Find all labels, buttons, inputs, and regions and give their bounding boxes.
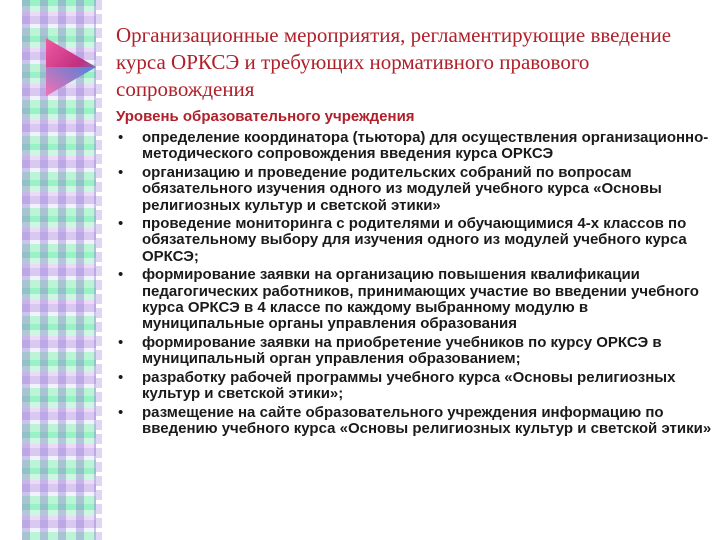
bullet-marker: • [118,266,124,284]
triangle-arrow-icon [42,36,98,98]
bullet-marker: • [118,333,124,351]
list-item-text: проведение мониторинга с родителями и обучающимися 4-х классов по обязательному выбору для изучения одного из модулей учебного курса ОРКСЭ; [142,215,687,265]
list-item [116,267,712,333]
list-item-text: формирование заявки на организацию повышения квалификации педагогических работников, принимающих участие во введении учебного курса ОРКСЭ в 4 классе по каждому выбранному модулю в муниципальные органы управления образования [142,266,699,333]
bullet-marker: • [118,403,124,421]
bullet-marker: • [118,215,124,233]
list-item-text: размещение на сайте образовательного учреждения информацию по введению учебного курса «Основы религиозных культур и светской этики» [142,403,712,437]
slide-title: Организационные мероприятия, регламентирующие введение курса ОРКСЭ и требующих нормативного правового сопровождения [116,23,672,101]
list-item-text: формирование заявки на приобретение учебников по курсу ОРКСЭ в муниципальный орган управления образованием; [142,333,662,368]
bullet-marker: • [118,129,124,146]
list-item [116,405,712,438]
list-item-text: организацию и проведение родительских собраний по вопросам обязательного изучения одного из модулей учебного курса «Основы религиозных культур и светской этики» [142,163,662,214]
bullet-marker: • [118,163,124,181]
bullet-marker: • [118,368,124,386]
bullet-list [116,130,712,439]
list-item-text: разработку рабочей программы учебного курса «Основы религиозных культур и светской этики»; [142,368,676,403]
list-item [116,335,712,368]
list-item [116,370,712,403]
list-item-text: определение координатора (тьютора) для осуществления организационно-методического сопровождения введения курса ОРКСЭ [142,129,709,163]
list-item [116,165,712,214]
list-item [116,216,712,265]
section-subtitle: Уровень образовательного учреждения [116,108,415,125]
list-item [116,130,712,163]
